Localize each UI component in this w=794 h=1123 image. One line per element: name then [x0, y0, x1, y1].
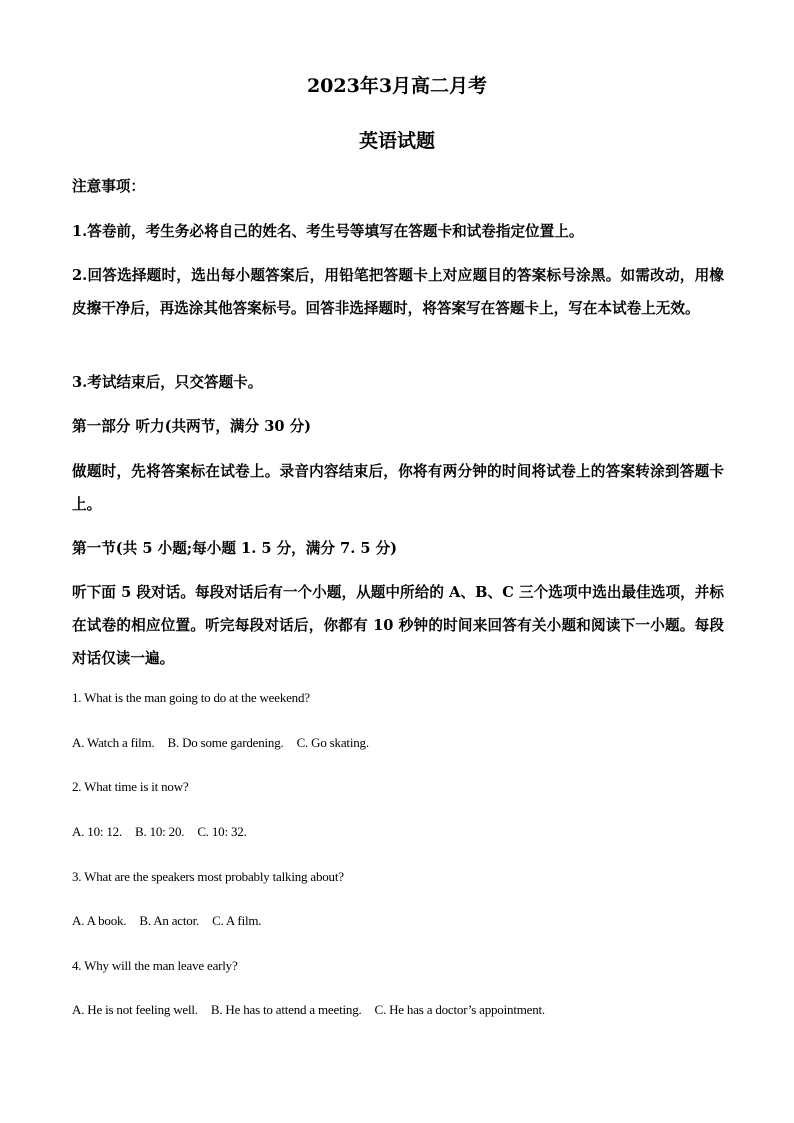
notice-item-2: 2.回答选择题时，选出每小题答案后，用铅笔把答题卡上对应题目的答案标号涂黑。如需改动，用橡皮擦干净后，再选涂其他答案标号。回答非选择题时，将答案写在答题卡上，写在本试卷上无效。: [72, 267, 724, 317]
question-3-stem: 3. What are the speakers most probably talking about?: [72, 869, 344, 884]
question-1-stem: 1. What is the man going to do at the weekend?: [72, 690, 310, 705]
question-3-option-c: C. A film.: [212, 913, 262, 928]
question-4-options: [72, 1000, 545, 1020]
part1-heading: 第一部分 听力(共两节，满分 30 分): [72, 418, 312, 435]
question-4-option-b: B. He has to attend a meeting.: [210, 1002, 362, 1017]
question-2-stem: 2. What time is it now?: [72, 779, 189, 794]
question-1-options: [72, 733, 369, 753]
question-3-option-b: B. An actor.: [139, 913, 200, 928]
question-4-option-c: C. He has a doctor’s appointment.: [374, 1002, 545, 1017]
section1-heading: 第一节(共 5 小题;每小题 1. 5 分，满分 7. 5 分): [72, 540, 398, 557]
question-1-option-a: A. Watch a film.: [72, 735, 155, 750]
exam-subject: 英语试题: [358, 130, 435, 152]
question-2-options: [72, 822, 247, 842]
question-4-stem: 4. Why will the man leave early?: [72, 958, 238, 973]
question-2-option-b: B. 10: 20.: [135, 824, 185, 839]
notice-item-3: 3.考试结束后，只交答题卡。: [72, 374, 263, 391]
notice-heading: 注意事项：: [72, 178, 145, 195]
part1-instructions: 做题时，先将答案标在试卷上。录音内容结束后，你将有两分钟的时间将试卷上的答案转涂到答题卡上。: [72, 463, 724, 513]
question-1-option-b: B. Do some gardening.: [167, 735, 284, 750]
question-3-options: [72, 911, 261, 931]
question-2-option-c: C. 10: 32.: [197, 824, 247, 839]
question-3-option-a: A. A book.: [72, 913, 127, 928]
question-4-option-a: A. He is not feeling well.: [72, 1002, 198, 1017]
section1-instructions: 听下面 5 段对话。每段对话后有一个小题，从题中所给的 A、B、C 三个选项中选出最佳选项，并标在试卷的相应位置。听完每段对话后，你都有 10 秒钟的时间来回答有关小题和阅读下一小题。每段对话仅读一遍。: [72, 584, 724, 667]
exam-title: 2023年3月高二月考: [306, 75, 488, 97]
question-1-option-c: C. Go skating.: [296, 735, 369, 750]
notice-item-1: 1.答卷前，考生务必将自己的姓名、考生号等填写在答题卡和试卷指定位置上。: [72, 223, 584, 240]
question-2-option-a: A. 10: 12.: [72, 824, 123, 839]
